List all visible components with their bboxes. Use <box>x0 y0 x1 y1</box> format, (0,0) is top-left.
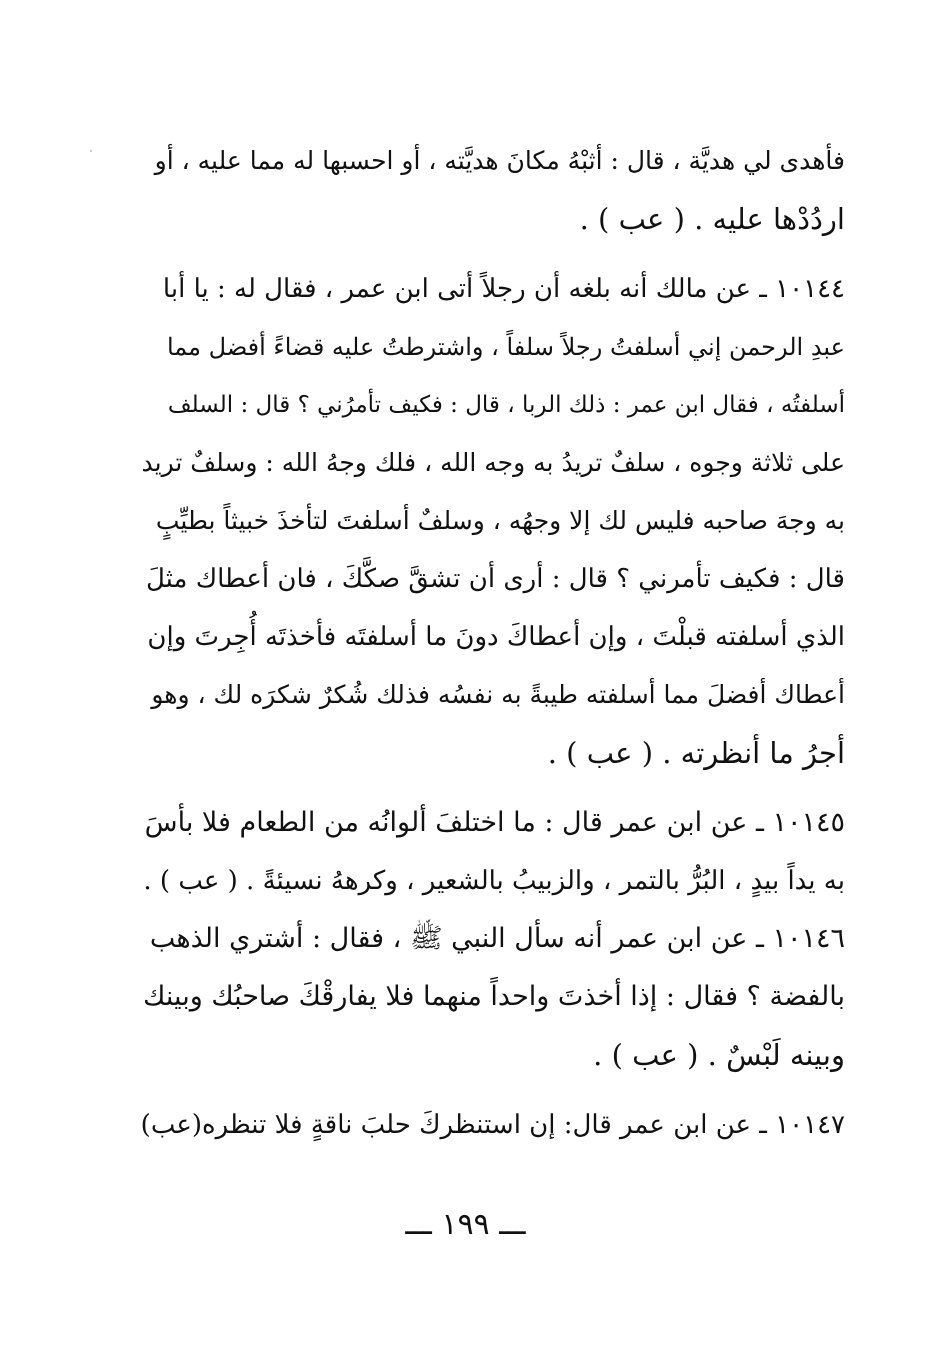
text-line: به وجهَ صاحبه فليس لك إلا وجهُه ، وسلفٌ أسلفتَ لتأخذَ خبيثاً بطيِّبٍ <box>155 506 845 535</box>
paragraph-continuation <box>140 132 845 248</box>
paragraph-10147 <box>140 1096 845 1154</box>
text-line: قال : فكيف تأمرني ؟ قال : أرى أن تشقَّ صكَّكَ ، فان أعطاك مثلَ <box>145 564 845 594</box>
text-line: ١٠١٤٦ ـ عن ابن عمر أنه سأل النبي ﷺ ، فقال : أشتري الذهب <box>149 923 845 954</box>
paragraph-10146 <box>140 910 845 1084</box>
text-line: فأهدى لي هديَّة ، قال : أثبْهُ مكانَ هديَّته ، أو احسبها له مما عليه ، أو <box>154 146 845 175</box>
text-line: عبدِ الرحمن إني أسلفتُ رجلاً سلفاً ، واشترطتُ عليه قضاءً أفضل مما <box>166 333 845 361</box>
text-line: اردُدْها عليه . ( عب ) . <box>579 202 845 236</box>
scan-speck <box>90 150 92 152</box>
page-number: ـــ ١٩٩ ـــ <box>405 1207 526 1242</box>
paragraph-10144 <box>140 260 845 782</box>
text-line: ١٠١٤٥ ـ عن ابن عمر قال : ما اختلفَ ألوانُه من الطعام فلا بأسَ <box>144 807 845 838</box>
main-text <box>140 132 845 1154</box>
text-line: أسلفتُه ، فقال ابن عمر : ذلك الربا ، قال : فكيف تأمرُني ؟ قال : السلف <box>167 392 845 418</box>
text-line: على ثلاثة وجوه ، سلفٌ تريدُ به وجه الله ، فلك وجهُ الله : وسلفٌ تريد <box>141 448 845 477</box>
text-line: أعطاك أفضلَ مما أسلفته طيبةً به نفسُه فذلك شُكرٌ شكرَه لك ، وهو <box>151 680 845 709</box>
text-line: الذي أسلفته قبلْتَ ، وإن أعطاكَ دونَ ما أسلفتَه فأخذتَه أُجِرتَ وإن <box>147 622 845 652</box>
text-line: ١٠١٤٧ ـ عن ابن عمر قال: إن استنظركَ حلبَ ناقةٍ فلا تنظره(عب) <box>140 1110 845 1140</box>
text-line: ١٠١٤٤ ـ عن مالك أنه بلغه أن رجلاً أتى ابن عمر ، فقال له : يا أبا <box>162 274 845 304</box>
text-line: به يداً بيدٍ ، البُرُّ بالتمر ، والزبيبُ بالشعير ، وكرههُ نسيئةً . ( عب ) . <box>143 866 845 896</box>
text-line: أجرُ ما أنظرته . ( عب ) . <box>547 736 845 770</box>
paragraph-gap <box>140 782 845 794</box>
paragraph-gap <box>140 1084 845 1096</box>
paragraph-gap <box>140 248 845 260</box>
text-line: وبينه لَبْسٌ . ( عب ) . <box>593 1038 845 1072</box>
text-line: بالفضة ؟ فقال : إذا أخذتَ واحداً منهما فلا يفارقْكَ صاحبُك وبينك <box>143 981 845 1012</box>
paragraph-10145 <box>140 794 845 910</box>
